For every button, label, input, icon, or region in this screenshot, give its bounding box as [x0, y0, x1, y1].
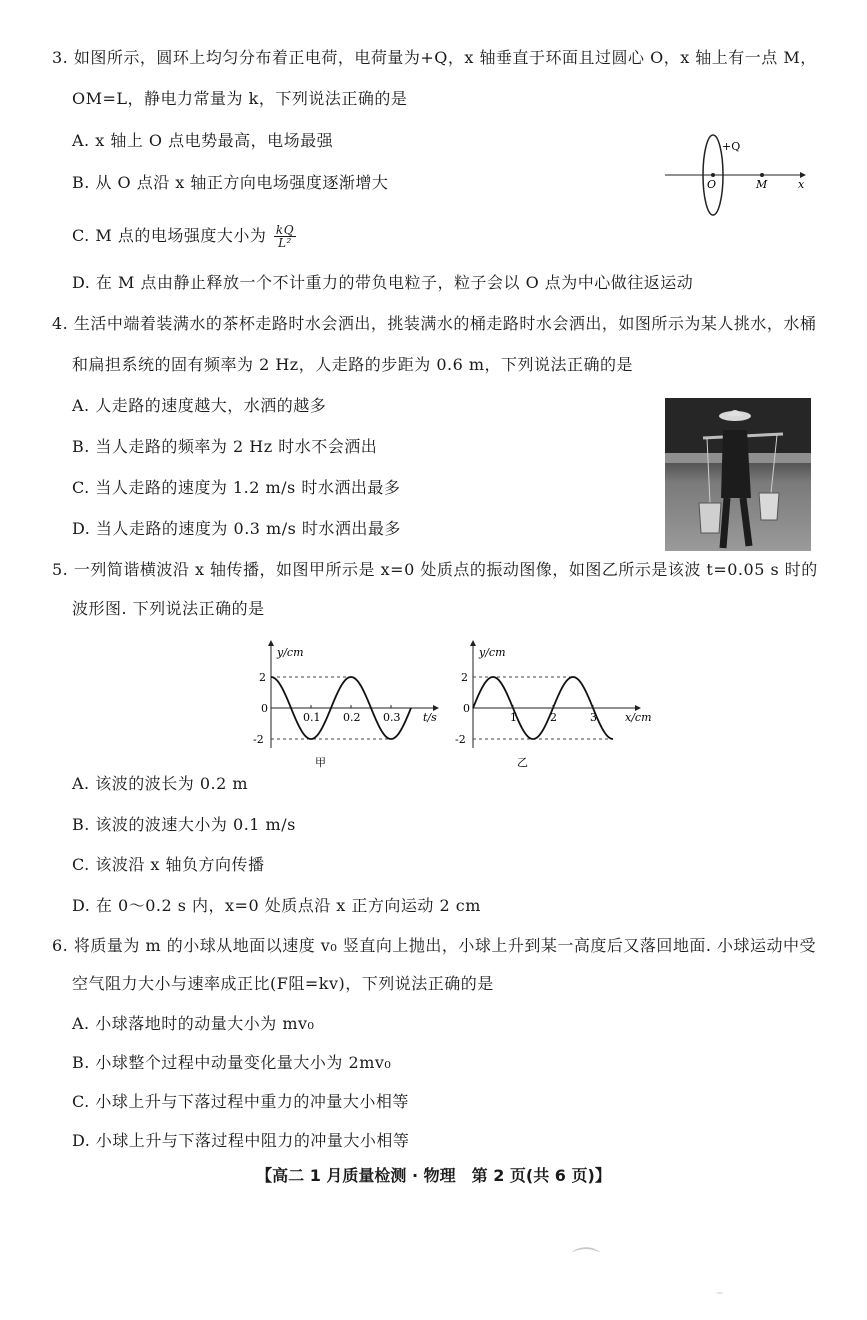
ring-center-label: O	[707, 178, 717, 191]
q4-stem-line2: 和扁担系统的固有频率为 2 Hz，人走路的步距为 0.6 m，下列说法正确的是	[72, 355, 634, 374]
q6-option-a: A. 小球落地时的动量大小为 mv₀	[72, 1014, 315, 1033]
q4-option-b: B. 当人走路的频率为 2 Hz 时水不会洒出	[72, 437, 378, 456]
scan-artifact-dash: –	[716, 1285, 723, 1301]
q5-option-b: B. 该波的波速大小为 0.1 m/s	[72, 815, 296, 834]
y-tick-label: -2	[253, 733, 264, 746]
x-tick-label: 1	[510, 711, 517, 724]
waveform-graph-yi	[440, 636, 652, 776]
water-carrier-photo	[665, 398, 811, 551]
q5-option-c: C. 该波沿 x 轴负方向传播	[72, 855, 265, 874]
q5-stem-line2: 波形图. 下列说法正确的是	[72, 599, 265, 618]
x-axis-title: t/s	[423, 711, 437, 724]
ring-charge-label: +Q	[722, 140, 741, 153]
x-tick-label: 3	[590, 711, 597, 724]
q6-option-d: D. 小球上升与下落过程中阻力的冲量大小相等	[72, 1131, 410, 1150]
q3-option-c	[72, 224, 298, 249]
x-tick-label: 2	[550, 711, 557, 724]
y-axis-title: y/cm	[479, 646, 506, 659]
q3-option-b: B. 从 O 点沿 x 轴正方向电场强度逐渐增大	[72, 173, 389, 192]
x-tick-label: 0.1	[303, 711, 321, 724]
y-axis-title: y/cm	[277, 646, 304, 659]
y-tick-label: 2	[259, 671, 266, 684]
q5-option-d: D. 在 0～0.2 s 内，x=0 处质点沿 x 正方向运动 2 cm	[72, 896, 481, 915]
q3-option-a: A. x 轴上 O 点电势最高，电场最强	[72, 131, 334, 150]
ring-charge-figure	[660, 130, 820, 220]
q6-stem-line1: 6. 将质量为 m 的小球从地面以速度 v₀ 竖直向上抛出，小球上升到某一高度后又落回地面. 小球运动中受	[52, 936, 816, 955]
q5-stem-line1: 5. 一列简谐横波沿 x 轴传播，如图甲所示是 x=0 处质点的振动图像，如图乙所示是该波 t=0.05 s 时的	[52, 560, 818, 579]
q6-option-c: C. 小球上升与下落过程中重力的冲量大小相等	[72, 1092, 409, 1111]
q4-option-c: C. 当人走路的速度为 1.2 m/s 时水洒出最多	[72, 478, 401, 497]
q4-option-d: D. 当人走路的速度为 0.3 m/s 时水洒出最多	[72, 519, 401, 538]
x-tick-label: 0.2	[343, 711, 361, 724]
q6-stem-line2: 空气阻力大小与速率成正比(F阻=kv)，下列说法正确的是	[72, 974, 494, 993]
q3-option-c-text: C. M 点的电场强度大小为	[72, 226, 267, 245]
chart-caption: 乙	[517, 756, 528, 769]
chart-caption: 甲	[315, 756, 326, 769]
y-axis-arrow	[268, 640, 274, 646]
q4-stem-line1: 4. 生活中端着装满水的茶杯走路时水会洒出，挑装满水的桶走路时水会洒出，如图所示为某人挑水，水桶	[52, 314, 817, 333]
point-m-label: M	[756, 178, 768, 191]
q3-option-c-fraction	[274, 224, 296, 249]
x-axis-label: x	[798, 178, 805, 191]
q5-option-a: A. 该波的波长为 0.2 m	[72, 774, 249, 793]
q4-option-a: A. 人走路的速度越大，水洒的越多	[72, 396, 327, 415]
q3-option-d: D. 在 M 点由静止释放一个不计重力的带负电粒子，粒子会以 O 点为中心做往返运动	[72, 273, 694, 292]
y-tick-label: 0	[261, 702, 268, 715]
q3-stem-line2: OM=L，静电力常量为 k，下列说法正确的是	[72, 89, 408, 108]
y-axis-arrow	[470, 640, 476, 646]
x-axis-title: x/cm	[625, 711, 652, 724]
vibration-graph-jia	[238, 636, 437, 776]
y-tick-label: -2	[455, 733, 466, 746]
fraction-denominator: L²	[278, 236, 292, 250]
q6-option-b: B. 小球整个过程中动量变化量大小为 2mv₀	[72, 1053, 392, 1072]
q3-stem-line1: 3. 如图所示，圆环上均匀分布着正电荷，电荷量为+Q，x 轴垂直于环面且过圆心 O，x 轴上有一点 M，	[52, 48, 817, 67]
water-carrier-illustration	[665, 398, 811, 551]
page-footer: 【高二 1 月质量检测 · 物理 第 2 页(共 6 页)】	[256, 1166, 611, 1185]
y-tick-label: 0	[463, 702, 470, 715]
scan-artifact-mark: ⌒	[572, 1245, 601, 1278]
y-tick-label: 2	[461, 671, 468, 684]
x-tick-label: 0.3	[383, 711, 401, 724]
fraction-numerator: kQ	[275, 223, 295, 237]
